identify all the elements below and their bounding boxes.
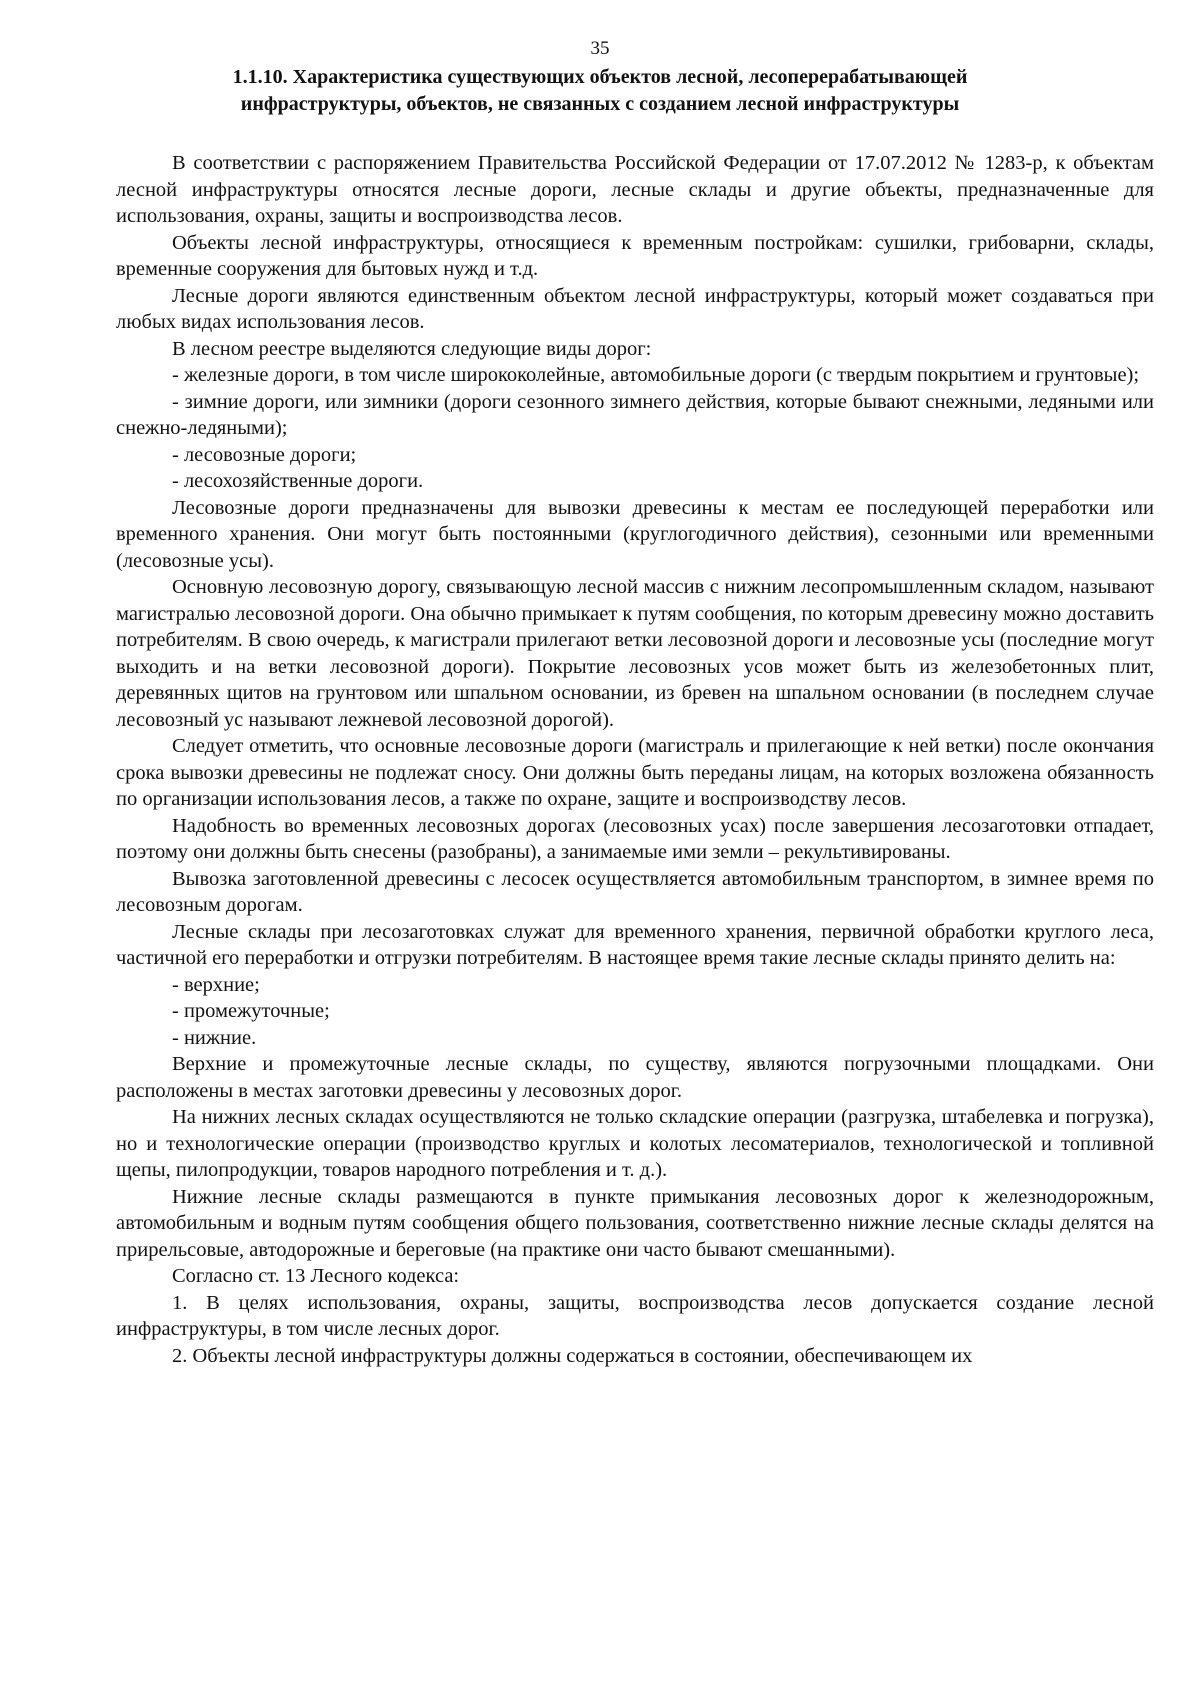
paragraph: Надобность во временных лесовозных дорогах (лесовозных усах) после завершения лесозаготовки отпадает, поэтому они должны быть снесены (разобраны), а занимаемые ими земли – рекультивированы. (116, 814, 1154, 863)
list-item: 2. Объекты лесной инфраструктуры должны содержаться в состоянии, обеспечивающем их (172, 1344, 973, 1367)
paragraph: В соответствии с распоряжением Правительства Российской Федерации от 17.07.2012 № 1283-р, к объектам лесной инфраструктуры относятся лесные дороги, лесные склады и другие объекты, предназначенные для использования, охраны, защиты и воспроизводства лесов. (116, 152, 1154, 227)
paragraph: Нижние лесные склады размещаются в пункте примыкания лесовозных дорог к железнодорожным, автомобильным и водным путям сообщения общего пользования, соответственно нижние лесные склады делятся на прирельсовые, автодорожные и береговые (на практике они часто бывают смешанными). (116, 1185, 1154, 1261)
list-item: - верхние; (172, 973, 260, 996)
list-item: - железные дороги, в том числе ширококолейные, автомобильные дороги (с твердым покрытием и грунтовые); (172, 364, 1140, 386)
list-item: 1. В целях использования, охраны, защиты, воспроизводства лесов допускается создание лесной инфраструктуры, в том числе лесных дорог. (116, 1291, 1154, 1340)
list-item: - зимние дороги, или зимники (дороги сезонного зимнего действия, которые бывают снежными, ледяными или снежно-ледяными); (116, 390, 1154, 439)
page-number: 35 (590, 38, 610, 59)
list-item: - лесовозные дороги; (172, 443, 357, 466)
list-item: - нижние. (172, 1026, 257, 1049)
paragraph: На нижних лесных складах осуществляются не только складские операции (разгрузка, штабелевка и погрузка), но и технологические операции (производство круглых и колотых лесоматериалов, технологической и топливной щепы, пилопродукции, товаров народного потребления и т. д.). (116, 1106, 1154, 1181)
list-item: - промежуточные; (172, 1000, 330, 1022)
paragraph: В лесном реестре выделяются следующие виды дорог: (172, 337, 652, 360)
paragraph: Следует отметить, что основные лесовозные дороги (магистраль и прилегающие к ней ветки) после окончания срока вывозки древесины не подлежат сносу. Они должны быть переданы лицам, на которых возложена обязанность по организации использования лесов, а также по охране, защите и воспроизводству лесов. (116, 735, 1154, 810)
body-text (116, 150, 1154, 1369)
paragraph: Объекты лесной инфраструктуры, относящиеся к временным постройкам: сушилки, грибоварни, склады, временные сооружения для бытовых нужд и т.д. (116, 231, 1154, 280)
paragraph: Лесные склады при лесозаготовках служат для временного хранения, первичной обработки круглого леса, частичной его переработки и отгрузки потребителям. В настоящее время такие лесные склады принято делить на: (116, 920, 1154, 969)
paragraph: Лесные дороги являются единственным объектом лесной инфраструктуры, который может создаваться при любых видах использования лесов. (116, 284, 1154, 333)
section-heading (150, 64, 1050, 118)
section-heading-line-1: 1.1.10. Характеристика существующих объектов лесной, лесоперерабатывающей (232, 66, 968, 88)
paragraph: Лесовозные дороги предназначены для вывозки древесины к местам ее последующей переработки или временного хранения. Они могут быть постоянными (круглогодичного действия), сезонными или временными (лесовозные усы). (116, 496, 1154, 572)
paragraph: Основную лесовозную дорогу, связывающую лесной массив с нижним лесопромышленным складом, называют магистралью лесовозной дороги. Она обычно примыкает к путям сообщения, по которым древесину можно доставить потребителям. В свою очередь, к магистрали прилегают ветки лесовозной дороги и лесовозные усы (последние могут выходить и на ветки лесовозной дороги). Покрытие лесовозных усов может быть из железобетонных плит, деревянных щитов на грунтовом или шпальном основании, из бревен на шпальном основании (в последнем случае лесовозный ус называют лежневой лесовозной дорогой). (116, 576, 1154, 731)
paragraph: Согласно ст. 13 Лесного кодекса: (172, 1265, 460, 1287)
paragraph: Верхние и промежуточные лесные склады, по существу, являются погрузочными площадками. Они расположены в местах заготовки древесины у лесовозных дорог. (116, 1053, 1154, 1102)
list-item: - лесохозяйственные дороги. (172, 470, 424, 492)
section-heading-line-2: инфраструктуры, объектов, не связанных с созданием лесной инфраструктуры (240, 93, 960, 115)
paragraph: Вывозка заготовленной древесины с лесосек осуществляется автомобильным транспортом, в зимнее время по лесовозным дорогам. (116, 867, 1154, 916)
